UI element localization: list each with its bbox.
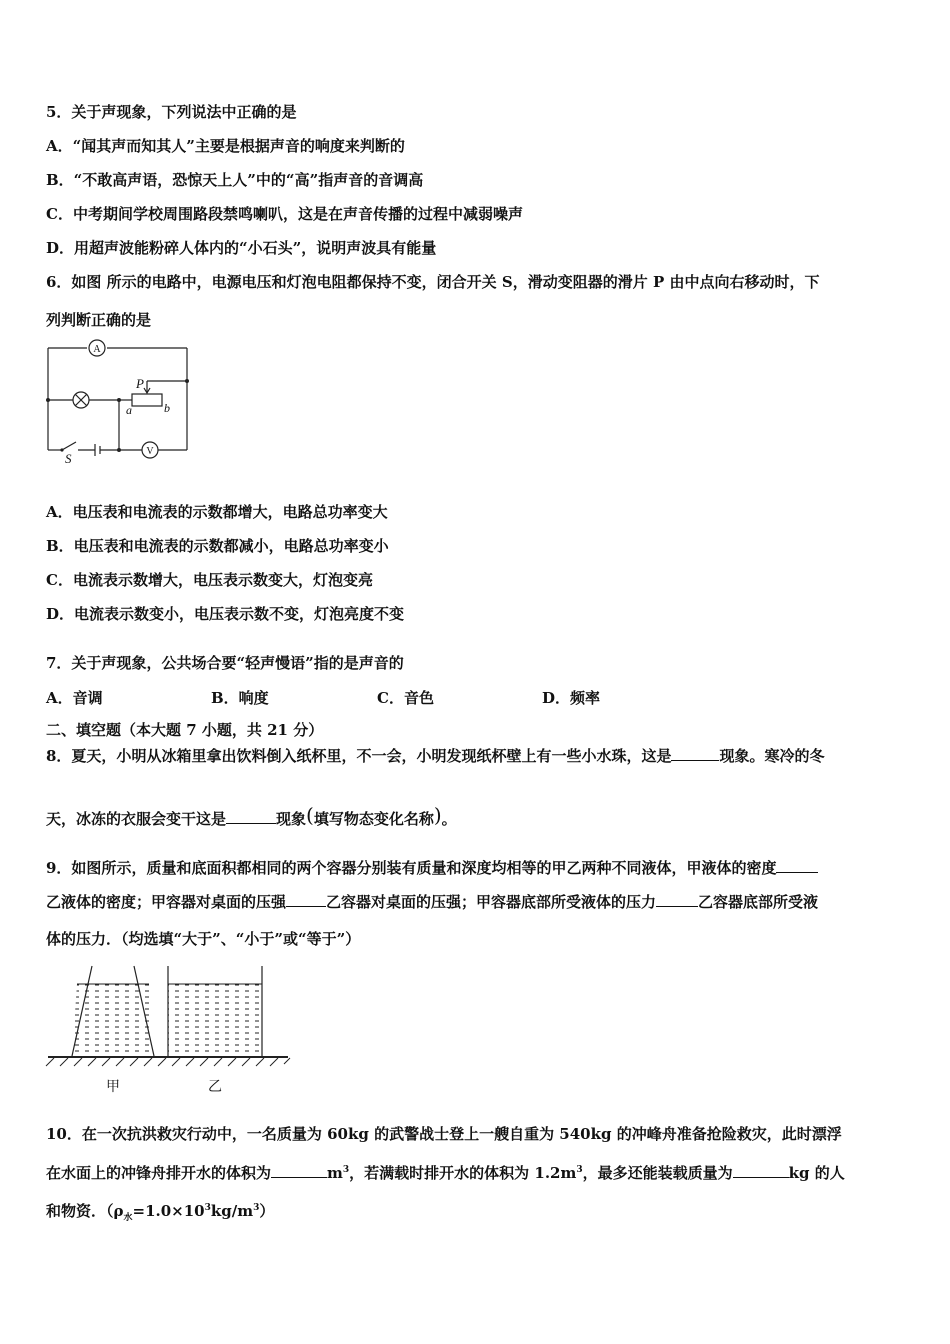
container-label-right: 乙	[208, 1079, 222, 1095]
q6-stem-line2: 列判断正确的是	[46, 311, 152, 329]
circuit-diagram	[40, 338, 200, 468]
q7-option-c: C．音色	[377, 689, 434, 707]
q8-blank-1[interactable]	[671, 746, 719, 761]
q9-line1: 9．如图所示，质量和底面积都相同的两个容器分别装有质量和深度均相等的甲乙两种不同液体，甲液体的密度	[46, 858, 818, 878]
end-a-label: a	[126, 403, 132, 417]
q10-blank-1[interactable]	[271, 1163, 327, 1178]
q5-option-c: C．中考期间学校周围路段禁鸣喇叭，这是在声音传播的过程中减弱噪声	[46, 205, 523, 223]
q5-option-d: D．用超声波能粉碎人体内的“小石头”，说明声波具有能量	[46, 239, 437, 257]
q6-stem-line1: 6．如图 所示的电路中，电源电压和灯泡电阻都保持不变，闭合开关 S，滑动变阻器的滑片 P 由中点向右移动时，下	[46, 273, 820, 291]
q7-stem: 7．关于声现象，公共场合要“轻声慢语”指的是声音的	[46, 654, 404, 672]
q10-line3: 和物资．$(\rho_水=1.0\times 10^3kg/m^3)$	[46, 1202, 275, 1223]
q9-blank-2[interactable]	[286, 892, 326, 907]
q9-line2: 乙液体的密度；甲容器对桌面的压强 乙容器对桌面的压强；甲容器底部所受液体的压力 乙容器底部所受液	[46, 893, 819, 911]
slider-label: P	[136, 376, 144, 391]
container-label-left: 甲	[106, 1079, 120, 1095]
containers-diagram	[44, 958, 294, 1098]
q10-blank-2[interactable]	[733, 1163, 789, 1178]
q7-option-b: B．响度	[211, 689, 269, 707]
ammeter-label: A	[93, 344, 101, 355]
q6-option-a: A．电压表和电流表的示数都增大，电路总功率变大	[46, 503, 388, 521]
q8-line2: 天，冰冻的衣服会变干这是 现象(填写物态变化名称)。	[46, 803, 457, 828]
q10-line2: 在水面上的冲锋舟排开水的体积为 $m^3$，若满载时排开水的体积为 $1.2m^3$，最多还能装载质量为 kg 的人	[46, 1164, 845, 1182]
q10-line1: 10．在一次抗洪救灾行动中，一名质量为 60kg 的武警战士登上一艘自重为 540kg 的冲峰舟准备抢险救灾，此时漂浮	[46, 1125, 842, 1143]
q7-options	[0, 687, 950, 707]
q8-line1: 8．夏天，小明从冰箱里拿出饮料倒入纸杯里，不一会，小明发现纸杯壁上有一些小水珠，这是 现象。寒冷的冬	[46, 747, 825, 765]
end-b-label: b	[164, 401, 170, 415]
section-heading: 二、填空题（本大题 7 小题，共 21 分）	[46, 721, 324, 739]
q8-blank-2[interactable]	[226, 809, 276, 824]
q9-line3: 体的压力．（均选填“大于”、“小于”或“等于”）	[46, 930, 361, 948]
q5-option-b: B．“不敢高声语，恐惊天上人”中的“高”指声音的音调高	[46, 171, 424, 189]
q9-blank-1[interactable]	[776, 858, 818, 873]
q9-blank-3[interactable]	[656, 892, 698, 907]
voltmeter-label: V	[146, 446, 154, 457]
q7-option-d: D．频率	[542, 689, 601, 707]
q6-option-c: C．电流表示数增大，电压表示数变大，灯泡变亮	[46, 571, 373, 589]
q6-option-b: B．电压表和电流表的示数都减小，电路总功率变小	[46, 537, 389, 555]
switch-label: S	[65, 451, 72, 466]
q7-option-a: A．音调	[46, 689, 103, 707]
q5-stem: 5．关于声现象，下列说法中正确的是	[46, 103, 297, 121]
q5-option-a: A．“闻其声而知其人”主要是根据声音的响度来判断的	[46, 137, 405, 155]
q6-option-d: D．电流表示数变小，电压表示数不变，灯泡亮度不变	[46, 605, 405, 623]
